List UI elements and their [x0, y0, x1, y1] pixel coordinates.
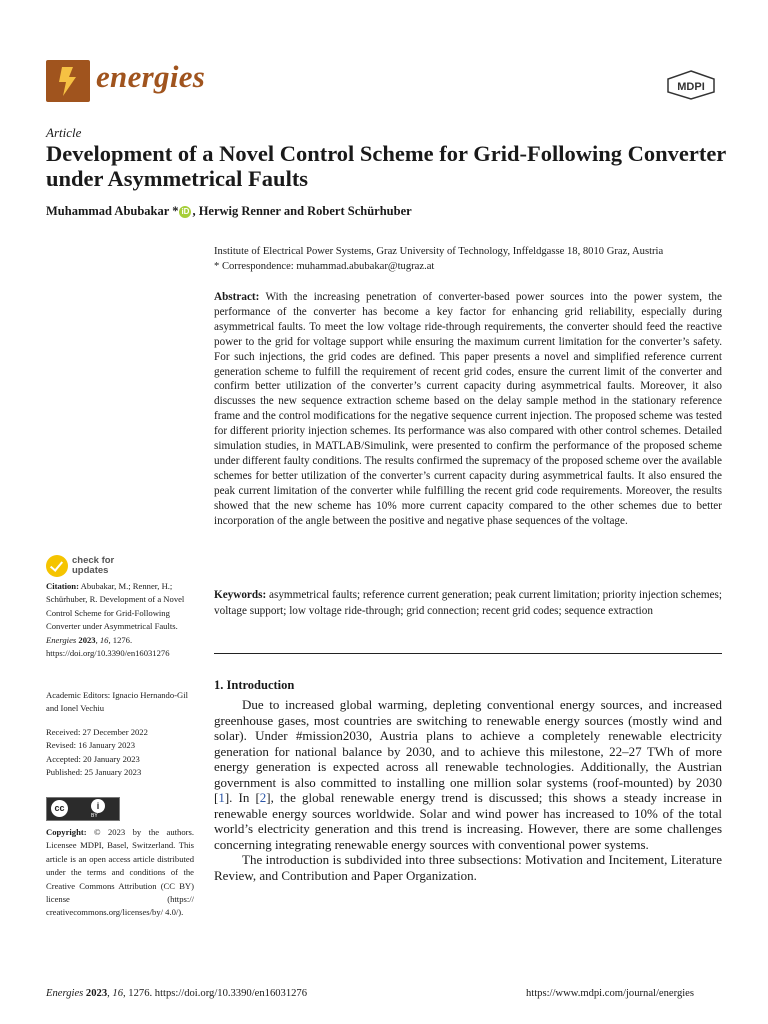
citation-label: Citation:	[46, 581, 79, 591]
keywords-label: Keywords:	[214, 589, 267, 601]
cc-by-label: BY	[91, 813, 98, 819]
check-updates-line2: updates	[72, 565, 109, 576]
copyright-notice	[46, 826, 194, 920]
lightning-bolt-icon	[46, 60, 90, 102]
reference-link[interactable]: 1	[218, 790, 225, 805]
academic-editors: Academic Editors: Ignacio Hernando-Gil and Ionel Vechiu	[46, 690, 188, 714]
article-title: Development of a Novel Control Scheme for Grid-Following Converter under Asymmetrical Faults	[46, 141, 726, 191]
citation-volume: 16	[99, 634, 109, 645]
footer-journal-link[interactable]: https://www.mdpi.com/journal/energies	[526, 988, 695, 999]
correspondence: * Correspondence: muhammad.abubakar@tugraz.at	[214, 261, 435, 272]
citation-year: 2023	[78, 634, 96, 645]
section-heading: 1. Introduction	[214, 678, 295, 692]
copyright-text: © 2023 by the authors. Licensee MDPI, Basel, Switzerland. This article is an open access article distributed under the terms and conditions of the Creative Commons Attribution (CC BY) license (https:// creativecommons.org/licenses/by/ 4.0/).	[46, 827, 194, 918]
author-rest: , Herwig Renner and Robert Schürhuber	[192, 204, 412, 218]
intro-paragraph: The introduction is subdivided into three subsections: Motivation and Incitement, Literature Review, and Contribution and Paper Organization.	[214, 852, 722, 883]
footer-citation: Energies 2023, 16, 1276. https://doi.org/10.3390/en16031276	[46, 988, 308, 999]
check-updates-line1: check for	[72, 555, 115, 566]
date-revised: Revised: 16 January 2023	[46, 740, 136, 751]
citation-doi[interactable]: , 1276. https://doi.org/10.3390/en16031276	[46, 634, 170, 659]
check-mark-icon	[46, 555, 68, 577]
citation-text: Abubakar, M.; Renner, H.; Schürhuber, R. Development of a Novel Control Scheme for Grid-Following Converter under Asymmetrical Faults.	[46, 581, 185, 632]
section-divider	[214, 653, 722, 654]
keywords	[214, 587, 722, 619]
date-received: Received: 27 December 2022	[46, 727, 148, 737]
cc-icon: cc	[51, 800, 68, 817]
author-list	[46, 204, 412, 219]
reference-link[interactable]: 2	[259, 790, 267, 805]
journal-logo	[46, 60, 90, 102]
publication-dates	[46, 726, 194, 780]
mdpi-logo	[666, 70, 716, 100]
abstract	[214, 290, 722, 529]
article-type: Article	[46, 125, 82, 140]
cc-by-license-icon[interactable]	[46, 797, 120, 821]
citation-block: Citation: Abubakar, M.; Renner, H.; Schürhuber, R. Development of a Novel Control Scheme for Grid-Following Converter under Asymmetrical Faults. Energies 2023, 16, 1276. https://doi.org/10.3390/en16031276	[46, 581, 185, 659]
citation-journal: Energies	[46, 634, 77, 645]
abstract-text: With the increasing penetration of converter-based power sources into the power system, the performance of the converter has become a key factor for enhancing grid reliability, especially during asymmetrical faults. To meet the low voltage ride-through requirements, the converter should feed the reactive power to the grid for voltage support while ensuring the maximum current limitation for the converter’s safety. For such injections, the grid codes are defined. This paper presents a novel and simplified reference current generation scheme to fulfill the requirement of recent grid codes, ensure the current limit of the converter and confirm better utilization of the converter’s current capacity during asymmetrical faults. Moreover, it also discusses the new sequence extraction scheme based on the delay sample method in the stationary reference frame and the control modifications for the negative sequence current injection. The proposed scheme was tested for different priority injection schemes. Its performance was also compared with other control schemes. Detailed simulation studies, in MATLAB/Simulink, were presented to confirm the performance of the proposed scheme under different faulty conditions. The results confirmed the supremacy of the proposed scheme over the available schemes for better utilization of the converter’s current capacity during asymmetrical faults. It also ensured the peak current limitation of the converter while fulfilling the recent grid code requirements. Moreover, the results showed that the new scheme has 10% more current capacity compared to the other schemes due to better incorporation of the angle between the positive and negative phase sequences of the voltage.	[214, 291, 722, 527]
keywords-text: asymmetrical faults; reference current generation; peak current limitation; priority injection schemes; voltage support; low voltage ride-through; grid connection; recent grid codes; sequence extraction	[214, 589, 723, 617]
check-for-updates-button[interactable]	[46, 555, 166, 579]
date-published: Published: 25 January 2023	[46, 767, 142, 778]
affiliation: Institute of Electrical Power Systems, Graz University of Technology, Inffeldgasse 18, 8010 Graz, Austria	[214, 246, 664, 257]
journal-name: energies	[96, 59, 206, 94]
copyright-label: Copyright:	[46, 827, 87, 837]
intro-paragraph: Due to increased global warming, depleting conventional energy sources, and increased greenhouse gases, most countries are switching to renewable energy sources (mostly wind and solar). Under #mission2030, Austria plans to achieve a completely renewable electricity generation for national balance by 2030, and to achieve this milestone, 22–27 TWh of more energy generation is expected across all renewable technologies. Additionally, the Austrian government is also committed to installing one million solar systems (roof-mounted) by 2030 [1]. In [2], the global renewable energy trend is discussed; this shows a steady increase in renewable energy sources worldwide. Solar and wind power has increased to 10% of the total world’s electricity generation and this trend is increasing. However, there are some challenges concerning integrating renewable energy sources with conventional power systems.	[214, 697, 722, 852]
abstract-label: Abstract:	[214, 291, 260, 303]
date-accepted: Accepted: 20 January 2023	[46, 753, 140, 764]
attribution-icon: i	[91, 799, 105, 813]
mdpi-logo-text: MDPI	[677, 81, 705, 93]
author-first[interactable]: Muhammad Abubakar *	[46, 204, 179, 218]
orcid-icon[interactable]: iD	[181, 207, 190, 216]
introduction-body	[214, 697, 722, 883]
